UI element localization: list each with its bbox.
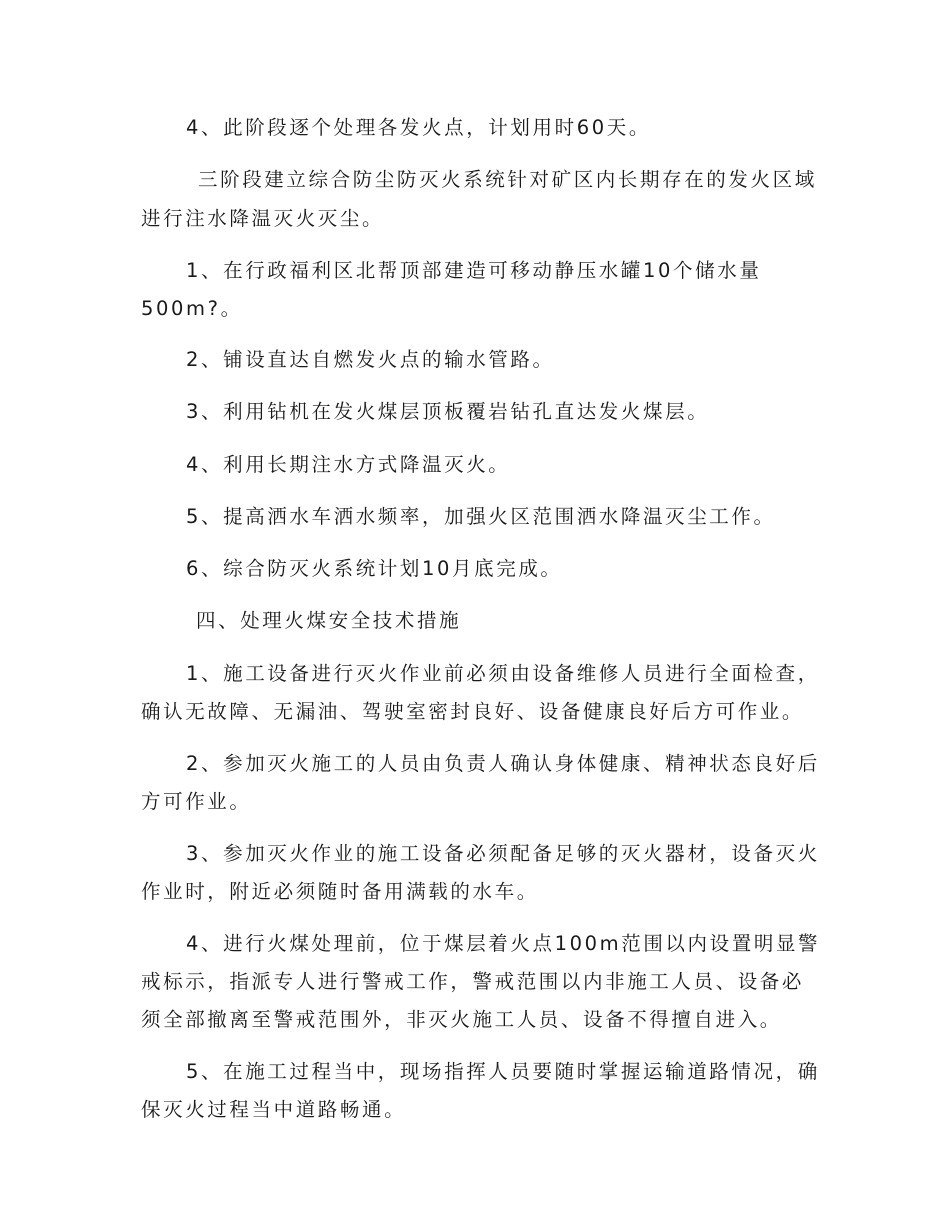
paragraph-line: 1、施工设备进行灭火作业前必须由设备维修人员进行全面检查， [186, 662, 820, 685]
paragraph-line: 5、提高洒水车洒水频率，加强火区范围洒水降温灭尘工作。 [186, 505, 776, 528]
paragraph-line: 3、利用钻机在发火煤层顶板覆岩钻孔直达发火煤层。 [186, 400, 710, 423]
paragraph-line: 进行注水降温灭火灭尘。 [141, 207, 385, 230]
paragraph-line: 作业时，附近必须随时备用满载的水车。 [141, 880, 539, 903]
paragraph-line: 确认无故障、无漏油、驾驶室密封良好、设备健康良好后方可作业。 [141, 700, 805, 723]
paragraph-line: 须全部撤离至警戒范围外，非灭火施工人员、设备不得擅自进入。 [141, 1008, 782, 1031]
paragraph-line: 3、参加灭火作业的施工设备必须配备足够的灭火器材，设备灭火 [186, 842, 820, 865]
paragraph-line: 三阶段建立综合防尘防灭火系统针对矿区内长期存在的发火区域 [198, 168, 817, 191]
paragraph-line: 方可作业。 [141, 790, 252, 813]
paragraph-line: 1、在行政福利区北帮顶部建造可移动静压水罐10个储水量 [186, 259, 762, 282]
paragraph-line: 4、利用长期注水方式降温灭火。 [186, 453, 511, 476]
paragraph-line: 2、铺设直达自燃发火点的输水管路。 [186, 348, 555, 371]
paragraph-line: 戒标示，指派专人进行警戒工作，警戒范围以内非施工人员、设备必 [141, 970, 805, 993]
paragraph-line: 500m?。 [141, 297, 243, 320]
paragraph-line: 保灭火过程当中道路畅通。 [141, 1098, 407, 1121]
paragraph-line: 4、此阶段逐个处理各发火点，计划用时60天。 [186, 116, 651, 139]
paragraph-line: 2、参加灭火施工的人员由负责人确认身体健康、精神状态良好后 [186, 752, 820, 775]
section-heading: 四、处理火煤安全技术措施 [196, 609, 462, 632]
paragraph-line: 6、综合防灭火系统计划10月底完成。 [186, 557, 563, 580]
paragraph-line: 5、在施工过程当中，现场指挥人员要随时掌握运输道路情况，确 [186, 1060, 820, 1083]
paragraph-line: 4、进行火煤处理前，位于煤层着火点100m范围以内设置明显警 [186, 932, 821, 955]
